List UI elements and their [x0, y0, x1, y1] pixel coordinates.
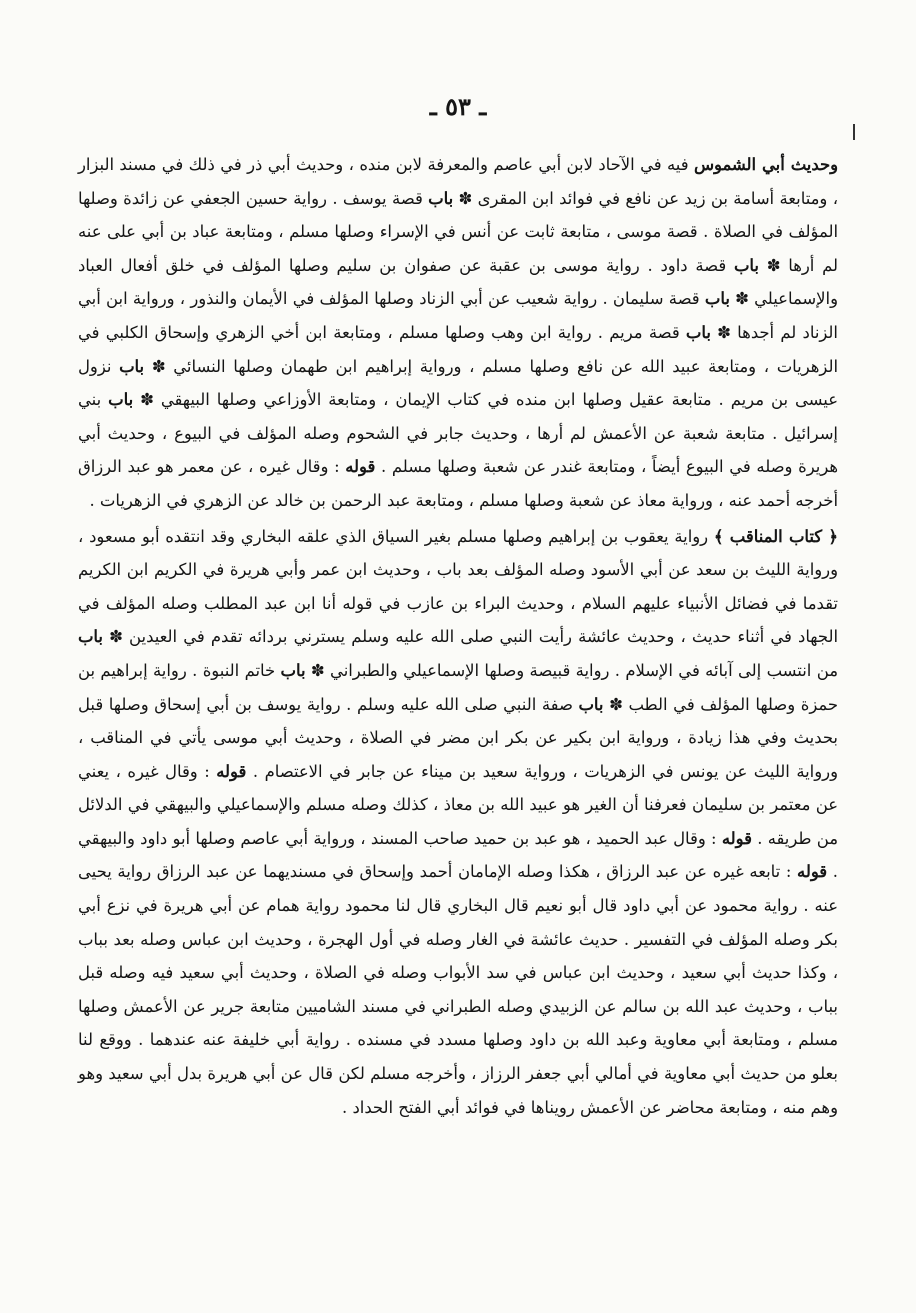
- bold-heading-run: باب: [704, 289, 730, 309]
- bold-heading-run: باب: [78, 627, 103, 647]
- text-run: : وقال غيره ، عن معمر هو عبد الرزاق أخرجه أحمد عنه ، ورواية معاذ عن شعبة وصلها مسلم ، ومتابعة عبد الرحمن بن خالد عن الزهري في الزهريات .: [78, 457, 838, 510]
- text-run: نزول عيسى بن مريم . متابعة عقيل وصلها ابن منده في كتاب الإيمان ، ومتابعة الأوزاعي وصلها البيهقي ✽: [78, 356, 838, 410]
- bold-heading-run: باب: [733, 255, 759, 275]
- bold-heading-run: باب: [280, 660, 306, 680]
- text-run: رواية يعقوب بن إبراهيم وصلها مسلم بغير السياق الذي علقه البخاري وقد انتقده أبو مسعود ، ورواية الليث بن سعد عن أبي الأسود وصله المؤلف بعد باب ، وحديث ابن عمر وأبي هريرة في الكريم ابن الكريم تقدما في فضائل الأنبياء عليهم السلام ، وحديث البراء بن عازب في قوله أنا ابن عبد المطلب وصله المؤلف في الجهاد في أثناء حديث ، وحديث عائشة رأيت النبي صلى الله عليه وسلم يسترني بردائه تقدم في العيدين ✽: [78, 526, 838, 647]
- text-run: فيه في الآحاد لابن أبي عاصم والمعرفة لابن منده ، وحديث أبي ذر في ذلك في مسند البزار ، ومتابعة أسامة بن زيد عن نافع في فوائد ابن المقرى ✽: [78, 155, 838, 208]
- margin-mark: [853, 124, 855, 140]
- bold-heading-run: باب: [428, 188, 454, 208]
- bold-heading-run: باب: [119, 356, 145, 376]
- page-number: ـ ٥٣ ـ: [429, 92, 487, 121]
- bold-heading-run: ﴿ كتاب المناقب ﴾: [713, 526, 838, 546]
- text-run: قصة مريم . رواية ابن وهب وصلها مسلم ، ومتابعة ابن أخي الزهري وإسحاق الكلبي في الزهريات ، ومتابعة عبيد الله عن نافع وصلها مسلم ، ورواية إبراهيم ابن طهمان وصلها النسائي ✽: [78, 322, 838, 376]
- text-run: صفة النبي صلى الله عليه وسلم . رواية يوسف بن أبي إسحاق وصلها قبل بحديث وفي هذا زيادة ، ورواية ابن بكير عن بكر ابن مضر في الصلاة ، وحديث أبي موسى يأتي في المناقب ، ورواية الليث عن يونس في الزهريات ، ورواية سعيد بن ميناء عن جابر في الاعتصام .: [78, 694, 838, 781]
- page-body: [78, 148, 838, 1124]
- text-run: قصة سليمان . رواية شعيب عن أبي الزناد وصلها المؤلف في الأيمان والنذور ، ورواية ابن أبي الزناد لم أجدها ✽: [78, 289, 838, 342]
- bold-heading-run: قوله: [797, 862, 828, 882]
- paragraph-book-of-virtues: [78, 520, 838, 1125]
- text-run: قصة يوسف . رواية حسين الجعفي عن زائدة وصلها المؤلف في الصلاة . قصة موسى ، متابعة ثابت عن أنس في الإسراء وصلها مسلم ، ومتابعة عباد بن أبي على عنه لم أرها ✽: [78, 188, 838, 275]
- bold-heading-run: وحديث أبي الشموس: [693, 155, 838, 174]
- text-run: بني إسرائيل . متابعة شعبة عن الأعمش لم أرها ، وحديث جابر في الشحوم وصله المؤلف في البيوع ، وحديث أبي هريرة وصله في البيوع أيضاً ، ومتابعة غندر عن شعبة وصلها مسلم .: [78, 390, 839, 477]
- bold-heading-run: باب: [578, 694, 604, 714]
- bold-heading-run: باب: [108, 390, 134, 410]
- bold-heading-run: باب: [685, 322, 711, 342]
- text-run: : وقال غيره ، يعني عن معتمر بن سليمان فعرفنا أن الغير هو عبيد الله بن معاذ ، كذلك وصله مسلم والإسماعيلي والبيهقي في الدلائل من طريقه .: [78, 761, 838, 848]
- text-run: خاتم النبوة . رواية إبراهيم بن حمزة وصلها المؤلف في الطب ✽: [78, 660, 838, 714]
- paragraph-prophets-stories: [78, 148, 838, 518]
- text-run: : وقال عبد الحميد ، هو عبد بن حميد صاحب المسند ، ورواية أبي عاصم وصلها أبو داود والبيهقي .: [78, 828, 839, 882]
- bold-heading-run: قوله: [345, 457, 376, 477]
- text-run: من انتسب إلى آبائه في الإسلام . رواية قبيصة وصلها الإسماعيلي والطبراني ✽: [305, 660, 838, 680]
- bold-heading-run: قوله: [721, 828, 752, 848]
- bold-heading-run: قوله: [216, 761, 247, 781]
- text-run: : تابعه غيره عن عبد الرزاق ، هكذا وصله الإمامان أحمد وإسحاق في مسنديهما عن عبد الرزاق رواية يحيى عنه . رواية محمود عن أبي داود قال أبو نعيم قال البخاري قال لنا محمود رواية همام عن أبي هريرة في نزع أبي بكر وصله المؤلف في التفسير . حديث عائشة في الغار وصله في أول الهجرة ، وحديث ابن عباس وصله بعد بباب ، وكذا حديث أبي سعيد ، وحديث ابن عباس في سد الأبواب وصله في الصلاة ، وحديث أبي سعيد فيه وصله قبل بباب ، وحديث عبد الله بن سالم عن الزبيدي وصله الطبراني في مسند الشاميين متابعة جرير عن الأعمش وصلها مسلم ، ومتابعة أبي معاوية وعبد الله بن داود وصلها مسدد في مسنده . رواية أبي خليفة عنه عندهما . ووقع لنا بعلو من حديث أبي معاوية في أمالي أبي جعفر الرزاز ، وأخرجه مسلم لكن قال عن أبي هريرة بدل أبي سعيد وهو وهم منه ، ومتابعة محاضر عن الأعمش رويناها في فوائد أبي الفتح الحداد .: [78, 862, 838, 1117]
- text-run: قصة داود . رواية موسى بن عقبة عن صفوان بن سليم وصلها المؤلف في خلق أفعال العباد والإسماعيلي ✽: [78, 255, 838, 309]
